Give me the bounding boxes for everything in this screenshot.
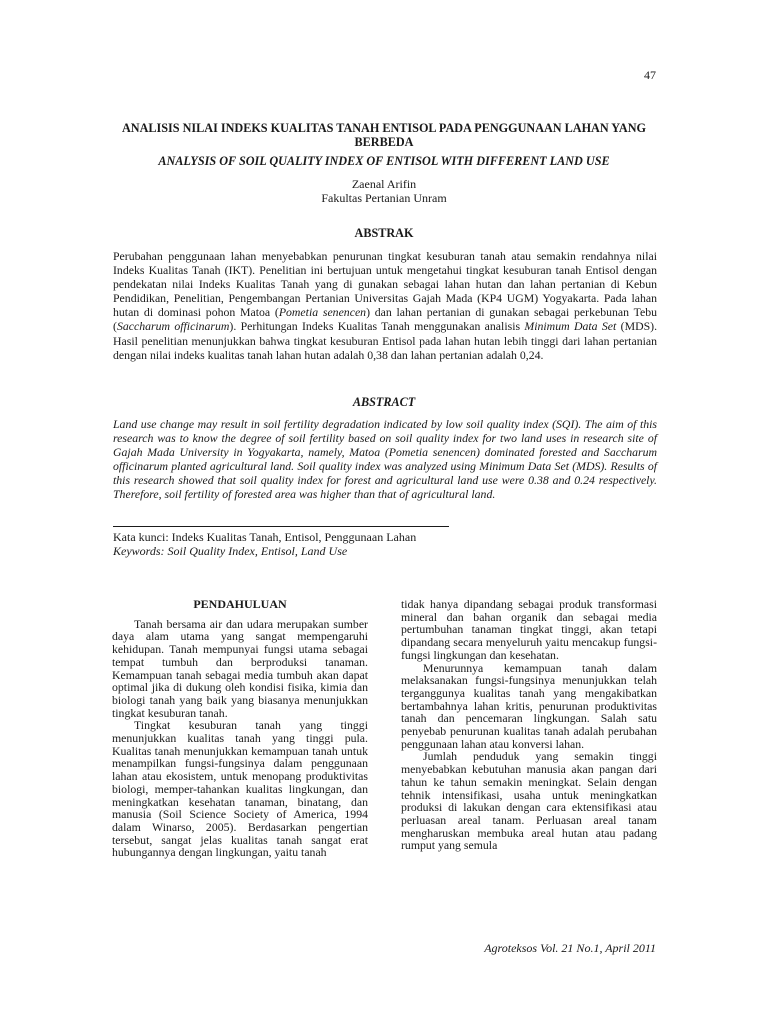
abstrak-species-2: Saccharum officinarum (116, 319, 230, 334)
journal-footer: Agroteksos Vol. 21 No.1, April 2011 (484, 941, 656, 955)
paper-title: ANALISIS NILAI INDEKS KUALITAS TANAH ENTISOL PADA PENGGUNAAN LAHAN YANG BERBEDA (121, 121, 647, 149)
abstrak-mds-term: Minimum Data Set (524, 319, 617, 334)
keywords-divider (113, 526, 449, 527)
abstract-body: Land use change may result in soil fertility degradation indicated by low soil quality index (SQI). The aim of this research was to know the degree of soil fertility based on soil quality index for two land uses in research site of Gajah Mada University in Yogyakarta, namely, Matoa (Pometia senencen) dominated forested and Saccharum officinarum planted agricultural land. Soil quality index was analyzed using Minimum Data Set (MDS). Results of this research showed that soil quality index for forest and agricultural land use were 0.38 and 0.24 respectively. Therefore, soil fertility of forested area was higher than that of agricultural land. (113, 417, 657, 502)
pendahuluan-paragraph-3: tidak hanya dipandang sebagai produk transformasi mineral dan bahan organik dan sebagai media pertumbuhan tanaman tingkat tinggi, akan tetapi dipandang secara menyeluruh yaitu mencakup fungsi-fungsi lingkungan dan kesehatan. (401, 597, 657, 662)
pendahuluan-paragraph-5: Jumlah penduduk yang semakin tinggi menyebabkan kebutuhan manusia akan pangan dari tahun ke tahun semakin meningkat. Selain dengan tehnik intensifikasi, usaha untuk meningkatkan produksi di lakukan dengan cara ektensifikasi atau perluasan areal tanam. Perluasan areal tanam mengharuskan membuka areal hutan atau padang rumput yang semula (401, 749, 657, 853)
pendahuluan-paragraph-2: Tingkat kesuburan tanah yang tinggi menunjukkan kualitas tanah yang tinggi pula. Kualitas tanah menunjukkan kemampuan tanah untuk menampilkan fungsi-fungsinya dalam penggunaan lahan atau ekosistem, untuk menopang produktivitas biologi, memper-tahankan kualitas lingkungan, dan meningkatkan kesehatan tanaman, binatang, dan manusia (Soil Science Society of America, 1994 dalam Winarso, 2005). Berdasarkan pengertian tersebut, sangat jelas kualitas tanah sangat erat hubungannya dengan lingkungan, yaitu tanah (112, 718, 368, 860)
pendahuluan-heading: PENDAHULUAN (193, 597, 287, 611)
abstrak-body (113, 249, 657, 362)
abstrak-text-4: (MDS). Hasil penelitian menunjukkan bahwa tingkat kesuburan Entisol pada lahan hutan lebih tinggi dari lahan pertanian dengan nilai indeks kualitas tanah lahan hutan adalah 0,38 dan lahan pertanian adalah 0,24. (113, 319, 658, 362)
paper-title-english: ANALYSIS OF SOIL QUALITY INDEX OF ENTISOL WITH DIFFERENT LAND USE (158, 154, 610, 168)
pendahuluan-paragraph-1: Tanah bersama air dan udara merupakan sumber daya alam utama yang sangat mempengaruhi kehidupan. Tanah mempunyai fungsi utama sebagai tempat tumbuh dan berproduksi tanaman. Kemampuan tanah sebagai media tumbuh akan dapat optimal jika di dukung oleh kondisi fisika, kimia dan biologi tanah yang baik yang biasanya menunjukkan tingkat kesuburan tanah. (112, 616, 368, 720)
abstract-heading: ABSTRACT (352, 395, 416, 409)
abstrak-species-1: Pometia senencen (278, 305, 367, 320)
pendahuluan-paragraph-4: Menurunnya kemampuan tanah dalam melaksanakan fungsi-fungsinya menunjukkan telah terganggunya kualitas tanah yang mengakibatkan bertambahnya lahan kritis, penurunan produktivitas tanah dan pencemaran lingkungan. Salah satu penyebab penurunan kualitas tanah adalah perubahan penggunaan lahan atau konversi lahan. (401, 660, 657, 751)
abstrak-text-2: ) dan lahan pertanian di gunakan sebagai perkebunan Tebu ( (113, 305, 657, 334)
left-column (112, 598, 368, 859)
page-number: 47 (644, 68, 656, 82)
abstrak-text-1: Perubahan penggunaan lahan menyebabkan penurunan tingkat kesuburan tanah atau semakin rendahnya nilai Indeks Kualitas Tanah (IKT). Penelitian ini bertujuan untuk mengetahui tingkat kesuburan tanah Entisol dengan pendekatan nilai Indeks Kualitas Tanah yang di gunakan sebagai lahan hutan dan lahan pertanian di Kebun Pendidikan, Penelitian, Pengembangan Pertanian Universitas Gajah Mada (KP4 UGM) Yogyakarta. Pada lahan hutan di dominasi pohon Matoa ( (113, 249, 657, 320)
abstrak-text-3: ). Perhitungan Indeks Kualitas Tanah menggunakan analisis (229, 319, 525, 334)
author-name: Zaenal Arifin (351, 177, 417, 191)
right-column (401, 598, 657, 852)
keywords-english: Keywords: Soil Quality Index, Entisol, Land Use (113, 544, 348, 558)
author-affiliation: Fakultas Pertanian Unram (321, 191, 447, 205)
abstrak-heading: ABSTRAK (354, 226, 414, 240)
keywords-indonesian: Kata kunci: Indeks Kualitas Tanah, Entisol, Penggunaan Lahan (113, 530, 417, 544)
